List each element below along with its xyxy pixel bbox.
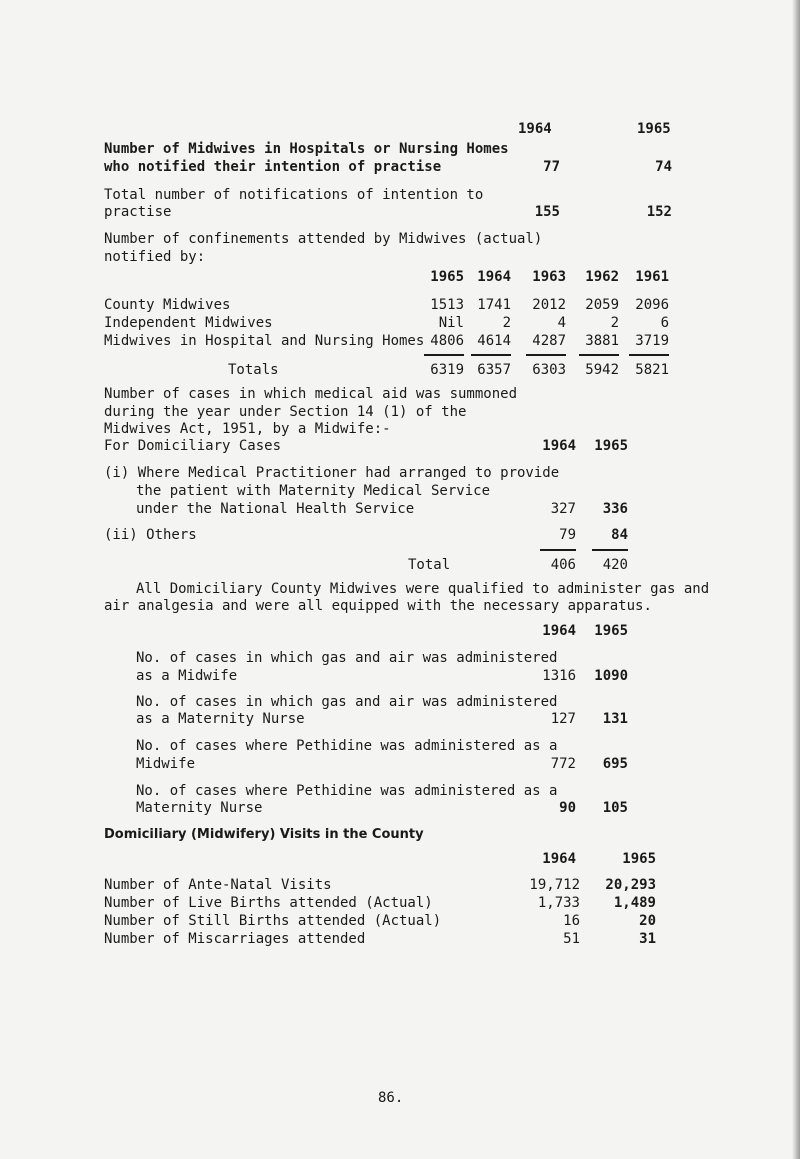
confinements-cell: 2 <box>502 315 511 331</box>
gas-air-value: 1316 <box>542 668 576 684</box>
confinements-cell: 4614 <box>477 333 511 349</box>
hospital-notify-1965: 74 <box>655 159 672 175</box>
underline <box>471 354 511 356</box>
confinements-cell: 2 <box>610 315 619 331</box>
medical-aid-ii-label: (ii) Others <box>104 527 197 543</box>
confinements-totals-label: Totals <box>228 362 279 378</box>
visits-value: 51 <box>563 931 580 947</box>
total-notify-label-line2: practise <box>104 204 172 220</box>
visits-value: 20,293 <box>605 877 656 893</box>
confinements-cell: 2096 <box>635 297 669 313</box>
gas-air-value: 695 <box>602 756 628 772</box>
confinements-year-1964: 1964 <box>477 269 511 285</box>
medical-aid-line2: during the year under Section 14 (1) of the <box>104 404 467 420</box>
confinements-cell: 3719 <box>635 333 669 349</box>
visits-value: 1,733 <box>537 895 580 911</box>
confinements-cell: 1513 <box>430 297 464 313</box>
medical-aid-total-label: Total <box>408 557 451 573</box>
visits-year-1964: 1964 <box>542 851 576 867</box>
medical-aid-year-1965: 1965 <box>594 438 628 454</box>
visits-row-label: Number of Live Births attended (Actual) <box>104 895 433 911</box>
gas-air-row-line2: Midwife <box>136 756 196 772</box>
confinements-year-1963: 1963 <box>532 269 566 285</box>
confinements-label-line1: Number of confinements attended by Midwives (actual) <box>104 231 543 247</box>
visits-value: 31 <box>639 931 656 947</box>
gas-air-intro-line1: All Domiciliary County Midwives were qualified to administer gas and <box>136 581 710 597</box>
medical-aid-line4: For Domiciliary Cases <box>104 438 282 454</box>
gas-air-row-line2: as a Maternity Nurse <box>136 711 305 727</box>
confinements-row-label: Midwives in Hospital and Nursing Homes <box>104 333 425 349</box>
medical-aid-year-1964: 1964 <box>542 438 576 454</box>
total-notify-label-line1: Total number of notifications of intention to <box>104 187 484 203</box>
confinements-year-1961: 1961 <box>635 269 669 285</box>
total-notify-1965: 152 <box>646 204 672 220</box>
visits-year-1965: 1965 <box>622 851 656 867</box>
page-number: 86. <box>378 1090 404 1106</box>
medical-aid-i-line2: the patient with Maternity Medical Service <box>136 483 491 499</box>
underline <box>526 354 566 356</box>
medical-aid-line1: Number of cases in which medical aid was summoned <box>104 386 518 402</box>
gas-air-year-1964: 1964 <box>542 623 576 639</box>
confinements-cell: 6 <box>660 315 669 331</box>
gas-air-value: 1090 <box>594 668 628 684</box>
confinements-cell: 2012 <box>532 297 566 313</box>
underline <box>540 549 576 551</box>
confinements-cell: 4806 <box>430 333 464 349</box>
gas-air-value: 90 <box>559 800 576 816</box>
medical-aid-i-line3: under the National Health Service <box>136 501 415 517</box>
medical-aid-ii-1965: 84 <box>611 527 628 543</box>
medical-aid-total-1964: 406 <box>550 557 576 573</box>
gas-air-row-line1: No. of cases in which gas and air was administered <box>136 650 558 666</box>
visits-row-label: Number of Still Births attended (Actual) <box>104 913 442 929</box>
confinements-row-label: County Midwives <box>104 297 231 313</box>
confinements-cell: 2059 <box>585 297 619 313</box>
gas-air-row-line2: Maternity Nurse <box>136 800 263 816</box>
hospital-notify-label-line1: Number of Midwives in Hospitals or Nursing Homes <box>104 141 509 157</box>
gas-air-row-line2: as a Midwife <box>136 668 238 684</box>
confinements-total: 6303 <box>532 362 566 378</box>
gas-air-value: 127 <box>550 711 576 727</box>
confinements-row-label: Independent Midwives <box>104 315 273 331</box>
visits-value: 16 <box>563 913 580 929</box>
header-year-1965: 1965 <box>637 121 671 137</box>
medical-aid-line3: Midwives Act, 1951, by a Midwife:- <box>104 421 391 437</box>
gas-air-year-1965: 1965 <box>594 623 628 639</box>
confinements-total: 5942 <box>585 362 619 378</box>
visits-value: 1,489 <box>613 895 656 911</box>
confinements-cell: Nil <box>438 315 464 331</box>
visits-value: 20 <box>639 913 656 929</box>
header-year-1964: 1964 <box>518 121 552 137</box>
confinements-label-line2: notified by: <box>104 249 206 265</box>
underline <box>579 354 619 356</box>
total-notify-1964: 155 <box>534 204 560 220</box>
confinements-cell: 4287 <box>532 333 566 349</box>
underline <box>629 354 669 356</box>
visits-row-label: Number of Miscarriages attended <box>104 931 366 947</box>
medical-aid-i-1964: 327 <box>550 501 576 517</box>
visits-row-label: Number of Ante-Natal Visits <box>104 877 332 893</box>
confinements-total: 6319 <box>430 362 464 378</box>
hospital-notify-1964: 77 <box>543 159 560 175</box>
gas-air-value: 105 <box>602 800 628 816</box>
page-edge-shadow <box>792 0 800 1159</box>
confinements-cell: 3881 <box>585 333 619 349</box>
gas-air-value: 772 <box>550 756 576 772</box>
medical-aid-total-1965: 420 <box>602 557 628 573</box>
confinements-cell: 4 <box>557 315 566 331</box>
gas-air-row-line1: No. of cases in which gas and air was administered <box>136 694 558 710</box>
gas-air-intro-line2: air analgesia and were all equipped with the necessary apparatus. <box>104 598 652 614</box>
underline <box>592 549 628 551</box>
confinements-year-1965: 1965 <box>430 269 464 285</box>
confinements-total: 6357 <box>477 362 511 378</box>
medical-aid-ii-1964: 79 <box>559 527 576 543</box>
gas-air-row-line1: No. of cases where Pethidine was administered as a <box>136 738 558 754</box>
confinements-total: 5821 <box>635 362 669 378</box>
medical-aid-i-line1: (i) Where Medical Practitioner had arranged to provide <box>104 465 560 481</box>
visits-heading: Domiciliary (Midwifery) Visits in the County <box>104 827 424 842</box>
medical-aid-i-1965: 336 <box>602 501 628 517</box>
underline <box>424 354 464 356</box>
gas-air-row-line1: No. of cases where Pethidine was administered as a <box>136 783 558 799</box>
confinements-year-1962: 1962 <box>585 269 619 285</box>
confinements-cell: 1741 <box>477 297 511 313</box>
hospital-notify-label-line2: who notified their intention of practise <box>104 159 442 175</box>
gas-air-value: 131 <box>602 711 628 727</box>
visits-value: 19,712 <box>529 877 580 893</box>
